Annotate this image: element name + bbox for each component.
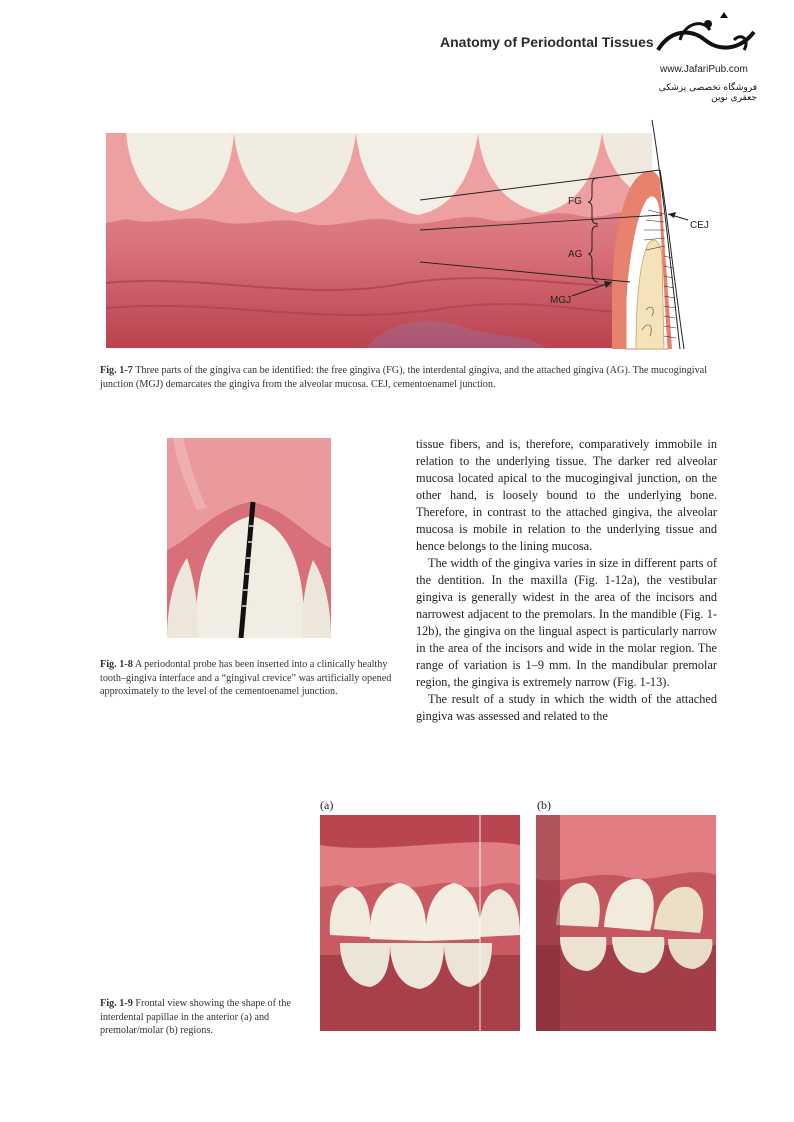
logo-url: www.JafariPub.com [660, 64, 748, 75]
label-ag: AG [568, 249, 583, 260]
fig-1-8-photo [167, 438, 331, 638]
fig-1-7-caption [100, 364, 718, 391]
label-cej: CEJ [690, 220, 709, 231]
fig-1-7-caption-text: Three parts of the gingiva can be identified: the free gingiva (FG), the interdental gingiva, and the attached gingiva (AG). The mucogingival junction (MGJ) demarcates the gingiva from the alveolar mucosa. CEJ, cementoenamel junction. [100, 365, 708, 390]
label-fg: FG [568, 196, 582, 207]
body-text-column [416, 436, 717, 725]
fig-1-7-caption-number: Fig. 1-7 [100, 365, 133, 376]
fig-1-9-panel-a-photo [320, 815, 520, 1031]
fig-1-8-caption-number: Fig. 1-8 [100, 659, 133, 670]
label-mgj: MGJ [550, 295, 572, 306]
fig-1-9-panel-b-label: (b) [537, 798, 551, 812]
fig-1-9-caption-text: Frontal view showing the shape of the interdental papillae in the anterior (a) and premolar/molar (b) regions. [100, 998, 291, 1037]
fig-1-9-panel-b-photo [536, 815, 716, 1031]
fig-1-8-caption-text: A periodontal probe has been inserted into a clinically healthy tooth–gingiva interface and a “gingival crevice” was artificially opened approximately to the level of the cementoenamel junction. [100, 659, 392, 698]
fig-1-8-caption [100, 658, 392, 699]
body-paragraph-2: The width of the gingiva varies in size in different parts of the dentition. In the maxilla (Fig. 1-12a), the vestibular gingiva is generally widest in the area of the incisors and narrowest adjacent to the premolars. In the mandible (Fig. 1-12b), the gingiva on the lingual aspect is particularly narrow in the area of the incisors and wide in the molar region. The range of variation is 1–9 mm. In the mandibular premolar region, the gingiva is extremely narrow (Fig. 1-13). [416, 556, 717, 689]
body-paragraph-3: The result of a study in which the width of the attached gingiva was assessed and related to the [416, 692, 717, 723]
fig-1-7-diagram [0, 0, 794, 360]
body-paragraph-1: tissue fibers, and is, therefore, comparatively immobile in relation to the underlying tissue. The darker red alveolar mucosa located apical to the mucogingival junction, on the other hand, is loosely bound to the underlying bone. Therefore, in contrast to the attached gingiva, the alveolar mucosa is mobile in relation to the underlying tissue and hence belongs to the lining mucosa. [416, 437, 717, 553]
fig-1-9-panel-a-label: (a) [320, 798, 334, 812]
fig-1-9-caption [100, 997, 312, 1038]
logo-persian-text: فروشگاه تخصصی پزشکی جعفری نوین [658, 83, 757, 103]
fig-1-9-caption-number: Fig. 1-9 [100, 998, 133, 1009]
running-head: Anatomy of Periodontal Tissues [440, 34, 654, 50]
